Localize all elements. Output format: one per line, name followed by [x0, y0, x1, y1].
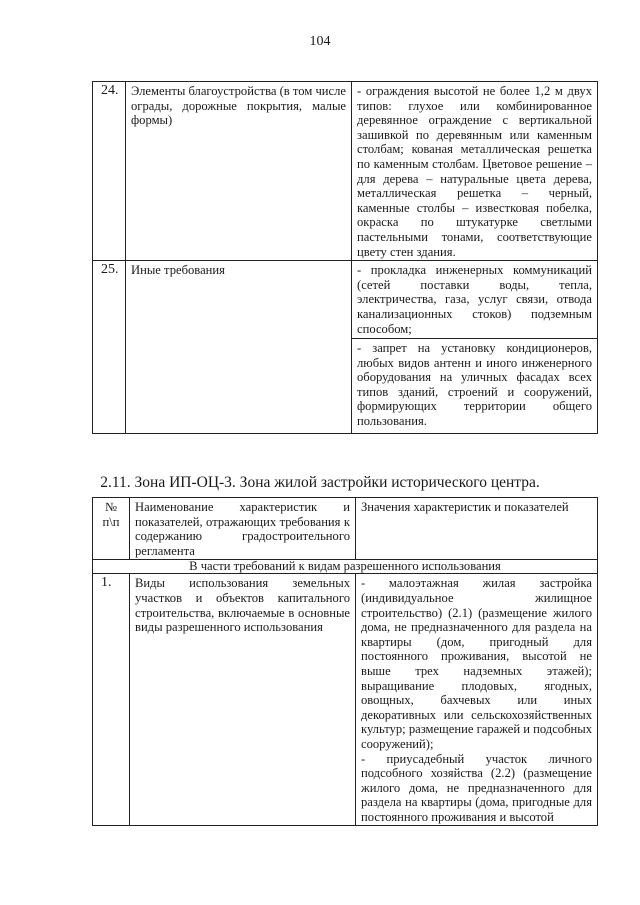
zone-requirements-table: [92, 497, 598, 826]
segment-divider: [352, 338, 597, 339]
section-row-label: В части требований к видам разрешенного использования: [93, 560, 598, 574]
value-segment: - прокладка инженерных коммуникаций (сетей поставки воды, тепла, электричества, газа, услуг связи, отвода канализационных стоков) подземным способом;: [357, 263, 592, 336]
table-row: [93, 261, 598, 434]
row-name: Виды использования земельных участков и объектов капитального строительства, включаемые в основные виды разрешенного использования: [130, 574, 356, 826]
header-name: Наименование характеристик и показателей, отражающих требования к содержанию градостроительного регламента: [130, 498, 356, 560]
row-name: Иные требования: [126, 261, 352, 434]
value-segment: - ограждения высотой не более 1,2 м двух типов: глухое или комбинированное деревянное ограждение с вертикальной зашивкой по деревянным или каменным столбам; кованая металлическая решетка по каменным столбам. Цветовое решение – для дерева – натуральные цвета дерева, металлическая решетка – черный, каменные столбы – известковая побелка, окраска по штукатурке светлыми пастельными тонами, соответствующие цвету стен здания.: [357, 84, 592, 259]
row-number: 24.: [93, 82, 126, 261]
row-number: 25.: [93, 261, 126, 434]
page-number: 104: [309, 34, 331, 49]
table-row: [93, 82, 598, 261]
section-heading: 2.11. Зона ИП-ОЦ-3. Зона жилой застройки исторического центра.: [100, 474, 540, 491]
row-value: [356, 574, 598, 826]
row-value: [352, 261, 598, 434]
row-value: [352, 82, 598, 261]
header-value: Значения характеристик и показателей: [356, 498, 598, 560]
table-header-row: [93, 498, 598, 560]
table-row: [93, 574, 598, 826]
header-num: № п\п: [93, 498, 130, 560]
row-number: 1.: [93, 574, 130, 826]
value-segment: - приусадебный участок личного подсобного хозяйства (2.2) (размещение жилого дома, не предназначенного для раздела на квартиры (дома, пригодные для постоянного проживания и высотой: [361, 751, 592, 824]
value-segment: - малоэтажная жилая застройка (индивидуальное жилищное строительство) (2.1) (размещение жилого дома, не предназначенного для раздела на квартиры (дом, пригодный для постоянного проживания, высотой не выше трех надземных этажей); выращивание плодовых, ягодных, овощных, бахчевых или иных декоративных или сельскохозяйственных культур; размещение гаражей и подсобных сооружений);: [361, 576, 592, 751]
row-name: Элементы благоустройства (в том числе ограды, дорожные покрытия, малые формы): [126, 82, 352, 261]
table-section-row: [93, 560, 598, 574]
requirements-table-continued: [92, 81, 598, 434]
value-segment: - запрет на установку кондиционеров, любых видов антенн и иного инженерного оборудования на уличных фасадах всех типов зданий, строений и сооружений, формирующих территории общего пользования.: [357, 341, 592, 429]
